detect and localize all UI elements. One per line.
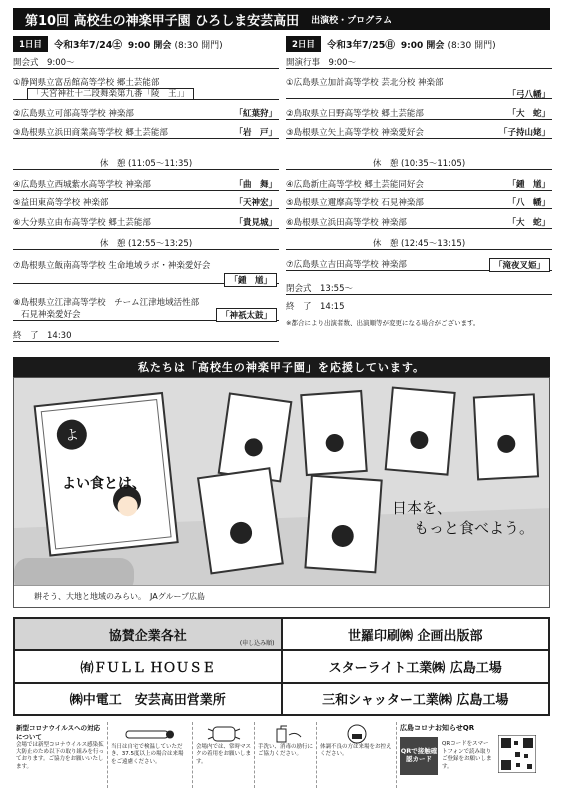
sponsor-5: 三和シャッター工業㈱ 広島工場 xyxy=(282,683,550,715)
day2-closing: 終 了 14:15 xyxy=(286,302,345,312)
day1-entry-7: ⑦島根県立飯南高等学校 生命地域ラボ・神楽愛好会 xyxy=(13,261,211,271)
sponsor-header-note: (申し込み順) xyxy=(239,640,275,648)
mask-icon xyxy=(196,724,251,744)
sponsor-header: 協賛企業各社 (申し込み順) xyxy=(14,618,282,650)
day2-entry-4-title: 「鍾 馗」 xyxy=(507,180,550,190)
qr-title: 広島コロナお知らせQR xyxy=(400,724,475,732)
page-title: 第10回 高校生の神楽甲子園 ひろしま安芸高田 xyxy=(25,13,300,29)
title-bar xyxy=(13,8,550,30)
day1-entry-3-title: 「岩 戸」 xyxy=(234,128,277,138)
day1-time: 9:00 開会 xyxy=(127,40,172,51)
day1-entry-8-sub: 石見神楽愛好会 「神祇太鼓」 xyxy=(13,308,279,321)
day1-header xyxy=(13,36,279,52)
day1-entry-1-title: 「天宮神社十二段舞楽第九番「陵 王」」 xyxy=(13,87,279,100)
day2-entry-5-title: 「八 幡」 xyxy=(507,198,550,208)
day2-header xyxy=(286,36,552,52)
covid-notice-4: 手洗い、消毒の励行にご協力ください。 xyxy=(255,722,317,788)
day2-entry-6-title: 「大 蛇」 xyxy=(507,218,550,228)
day1-entry-2-title: 「紅葉狩」 xyxy=(234,109,277,119)
day1-open: (8:30 開門) xyxy=(174,40,223,51)
day1-entry-6: ⑥大分県立由布高等学校 郷土芸能部 「貴見城」 xyxy=(13,218,277,228)
sponsor-4: ㈱中電工 安芸高田営業所 xyxy=(14,683,282,715)
day2-entry-7: ⑦広島県立吉田高等学校 神楽部 「滝夜叉姫」 xyxy=(286,258,552,271)
day1-opening: 開会式 9:00～ xyxy=(13,56,279,69)
day2-entry-5: ⑤島根県立邇摩高等学校 石見神楽部 「八 幡」 xyxy=(286,198,550,208)
day1-entry-1: ①静岡県立富岳館高等学校 郷土芸能部 xyxy=(13,78,160,88)
day2-entry-1: ①広島県立加計高等学校 芸北分校 神楽部 xyxy=(286,78,444,88)
ad-area xyxy=(13,377,550,608)
ad-footer xyxy=(14,585,550,607)
day2-closing-ceremony: 閉会式 13:55～ xyxy=(286,282,552,295)
day1-column xyxy=(13,36,279,341)
day2-entry-7-title: 「滝夜叉姫」 xyxy=(489,258,550,272)
day1-entry-7-title: 「鍾 馗」 xyxy=(224,273,277,287)
slogan-line-2: もっと食べよう。 xyxy=(414,519,535,537)
day2-time: 9:00 開会 xyxy=(400,40,445,51)
day1-badge: 1日目 xyxy=(13,36,48,52)
covid-notice-1 xyxy=(13,722,108,788)
day1-entry-8: ⑧島根県立江津高等学校 チーム江津地域活性部 xyxy=(13,298,200,308)
qr-code-icon[interactable] xyxy=(498,735,536,776)
covid-title: 新型コロナウイルスへの対応について xyxy=(16,724,101,741)
slogan-line-1: 日本を、 xyxy=(392,499,453,517)
day1-entry-5: ⑤益田東高等学校 神楽部 「天神宏」 xyxy=(13,198,277,208)
qr-note: QRコードをスマートフォンで読み取りご登録をお願いします。 xyxy=(442,741,492,770)
day2-date: 令和3年7/25㊐ xyxy=(326,40,395,51)
day2-break-1: 休 憩 (10:35～11:05) xyxy=(286,157,552,170)
day2-opening: 開演行事 9:00～ xyxy=(286,56,552,69)
day1-entry-4: ④広島県立西城紫水高等学校 神楽部 「曲 舞」 xyxy=(13,180,277,190)
day2-column xyxy=(286,36,552,327)
day2-open: (8:30 開門) xyxy=(447,40,496,51)
face-mask-icon xyxy=(320,724,393,744)
sponsor-grid xyxy=(13,617,550,716)
day1-entry-4-title: 「曲 舞」 xyxy=(234,180,277,190)
day2-badge: 2日目 xyxy=(286,36,321,52)
day1-entry-6-title: 「貴見城」 xyxy=(234,218,277,228)
hand-wash-icon xyxy=(258,724,313,744)
day1-entry-3: ③島根県立浜田商業高等学校 郷土芸能部 「岩 戸」 xyxy=(13,128,277,138)
day2-break-2: 休 憩 (12:45～13:15) xyxy=(286,237,552,250)
sponsor-1: 世羅印刷㈱ 企画出版部 xyxy=(282,618,550,650)
qr-card-label: QRで接触確認カード xyxy=(400,737,438,775)
page-subtitle: 出演校・プログラム xyxy=(311,15,393,26)
day2-entry-2: ②鳥取県立日野高等学校 郷土芸能部 「大 蛇」 xyxy=(286,109,550,119)
covid-notice-row xyxy=(13,722,550,788)
day2-entry-3-title: 「子持山姥」 xyxy=(498,128,550,138)
day2-entry-1-title: 「弓八幡」 xyxy=(507,90,550,100)
card-main-text: よい食とは、 xyxy=(62,476,146,492)
day1-break-1: 休 憩 (11:05～11:35) xyxy=(13,157,279,170)
covid-qr-block xyxy=(397,722,550,788)
day1-break-2: 休 憩 (12:55～13:25) xyxy=(13,237,279,250)
banner-title: 私たちは「高校生の神楽甲子園」を応援しています。 xyxy=(13,357,550,377)
day1-entry-2: ②広島県立可部高等学校 神楽部 「紅葉狩」 xyxy=(13,109,277,119)
covid-notice-5: 体調不良の方は来場をお控えください。 xyxy=(317,722,397,788)
ad-footer-text: 耕そう、大地と地域のみらい。 JAグループ広島 xyxy=(34,592,206,601)
sponsor-2: ㈲ＦＵＬＬ ＨＯＵＳＥ xyxy=(14,650,282,682)
thermometer-icon xyxy=(111,724,189,744)
svg-text:よ: よ xyxy=(64,426,80,445)
day1-entry-5-title: 「天神宏」 xyxy=(234,198,277,208)
covid-body: 会場では新型コロナウイルス感染拡大防止のため以下の取り組みを行っております。ご協力をお願いいたします。 xyxy=(16,741,105,770)
day2-entry-3: ③島根県立矢上高等学校 神楽愛好会 「子持山姥」 xyxy=(286,128,550,138)
day1-date: 令和3年7/24㊏ xyxy=(53,40,122,51)
day2-entry-4: ④広島新庄高等学校 郷土芸能同好会 「鍾 馗」 xyxy=(286,180,550,190)
day2-entry-2-title: 「大 蛇」 xyxy=(507,109,550,119)
ad-illustration xyxy=(14,378,550,608)
day2-note: ※都合により出演者数、出演順等が変更になる場合がございます。 xyxy=(286,319,480,327)
covid-notice-2: 当日は自宅で検温していただき、37.5度以上の場合は来場をご遠慮ください。 xyxy=(108,722,193,788)
sponsor-3: スターライト工業㈱ 広島工場 xyxy=(282,650,550,682)
day1-entry-8-title: 「神祇太鼓」 xyxy=(216,308,277,322)
day2-entry-6: ⑥島根県立浜田高等学校 神楽部 「大 蛇」 xyxy=(286,218,550,228)
covid-notice-3: 会場内では、常時マスクの着用をお願いします。 xyxy=(193,722,255,788)
day1-closing: 終 了 14:30 xyxy=(13,329,279,342)
